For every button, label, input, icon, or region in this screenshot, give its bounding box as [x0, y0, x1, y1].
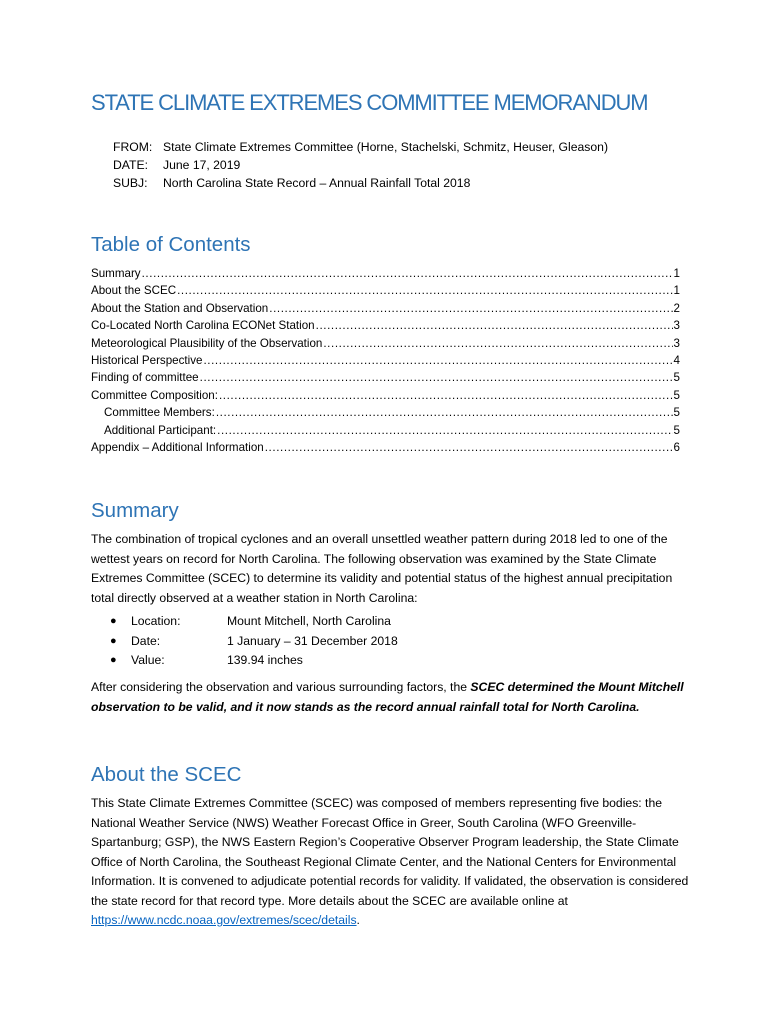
memo-value: State Climate Extremes Committee (Horne, Stachelski, Schmitz, Heuser, Gleason)	[163, 140, 608, 154]
memo-subj-row	[113, 174, 608, 192]
observation-details-list	[110, 612, 398, 671]
summary-heading: Summary	[91, 499, 179, 522]
detail-value: Mount Mitchell, North Carolina	[227, 614, 391, 628]
memo-key: FROM:	[113, 140, 153, 154]
toc-leader	[142, 265, 673, 282]
list-item	[110, 612, 398, 632]
toc-leader	[217, 422, 672, 439]
toc-leader	[219, 387, 673, 404]
toc-entry[interactable]	[91, 335, 680, 352]
memo-key: DATE:	[113, 158, 148, 172]
toc-label[interactable]: Co-Located North Carolina ECONet Station	[91, 319, 315, 333]
toc-page-number[interactable]: 1	[673, 267, 680, 280]
memo-value: June 17, 2019	[163, 158, 241, 172]
toc-page-number[interactable]: 6	[673, 441, 680, 455]
toc-entry[interactable]	[91, 300, 680, 317]
toc-subentry[interactable]	[91, 422, 680, 439]
toc-entry[interactable]	[91, 369, 680, 386]
toc-leader	[265, 439, 673, 456]
toc-label[interactable]: Summary	[91, 267, 141, 280]
toc-entry[interactable]	[91, 439, 680, 456]
toc-entry[interactable]	[91, 387, 680, 404]
toc-page-number[interactable]: 4	[673, 354, 680, 368]
memo-value: North Carolina State Record – Annual Rainfall Total 2018	[163, 176, 471, 190]
toc-label[interactable]: Committee Composition:	[91, 388, 218, 402]
toc-page-number[interactable]: 3	[673, 336, 680, 350]
detail-value: 1 January – 31 December 2018	[227, 633, 398, 648]
scec-details-link[interactable]: https://www.ncdc.noaa.gov/extremes/scec/details	[91, 913, 357, 927]
toc-page-number[interactable]: 5	[673, 423, 680, 437]
toc-entry[interactable]	[91, 282, 680, 299]
toc-label[interactable]: Meteorological Plausibility of the Observation	[91, 336, 323, 350]
toc-subentry[interactable]	[91, 404, 680, 421]
table-of-contents	[91, 265, 680, 456]
toc-label[interactable]: Committee Members:	[104, 406, 215, 420]
toc-page-number[interactable]: 5	[673, 371, 680, 385]
bullet-icon: ●	[110, 615, 117, 627]
toc-leader	[203, 352, 672, 369]
toc-leader	[269, 300, 672, 317]
toc-page-number[interactable]: 5	[673, 406, 680, 420]
toc-page-number[interactable]: 2	[673, 301, 680, 315]
about-text	[91, 794, 691, 931]
toc-label[interactable]: About the Station and Observation	[91, 301, 269, 315]
page-title: STATE CLIMATE EXTREMES COMMITTEE MEMORANDUM	[91, 90, 648, 115]
toc-entry[interactable]	[91, 352, 680, 369]
detail-key: Value:	[131, 653, 165, 667]
toc-label[interactable]: About the SCEC	[91, 284, 177, 298]
toc-heading: Table of Contents	[91, 233, 251, 256]
toc-label[interactable]: Historical Perspective	[91, 354, 203, 368]
list-item	[110, 632, 398, 652]
summary-conclusion	[91, 678, 691, 717]
toc-leader	[200, 369, 673, 386]
detail-key: Location:	[131, 614, 181, 628]
conclusion-lead: After considering the observation and various surrounding factors, the	[91, 680, 471, 694]
toc-label[interactable]: Additional Participant:	[104, 423, 217, 437]
memo-key: SUBJ:	[113, 176, 148, 190]
toc-label[interactable]: Finding of committee	[91, 371, 199, 385]
toc-label[interactable]: Appendix – Additional Information	[91, 441, 264, 455]
toc-entry[interactable]	[91, 317, 680, 334]
about-heading: About the SCEC	[91, 763, 242, 786]
toc-leader	[323, 335, 672, 352]
about-end: .	[356, 913, 360, 927]
toc-leader	[216, 404, 673, 421]
summary-intro: The combination of tropical cyclones and an overall unsettled weather pattern during 2018 led to one of the wettest years on record for North Carolina. The following observation was examined by the State Climate Extremes Committee (SCEC) to determine its validity and potential status of the highest annual precipitation total directly observed at a weather station in North Carolina:	[91, 532, 673, 605]
conclusion-finding: SCEC determined the Mount Mitchell observation to be valid, and it now stands as the record annual rainfall total for North Carolina.	[91, 680, 684, 714]
list-item	[110, 651, 398, 671]
toc-entry[interactable]	[91, 265, 680, 282]
about-body: This State Climate Extremes Committee (SCEC) was composed of members representing five bodies: the National Weather Service (NWS) Weather Forecast Office in Greer, South Carolina (WFO Greenville-Spartanburg; GSP), the NWS Eastern Region’s Cooperative Observer Program leadership, the State Climate Office of North Carolina, the Southeast Regional Climate Center, and the National Centers for Environmental Information. It is convened to adjudicate potential records for validity. If validated, the observation is considered the state record for that record type. More details about the SCEC are available online at	[91, 796, 689, 908]
memo-header	[113, 138, 608, 192]
toc-leader	[316, 317, 673, 334]
toc-page-number[interactable]: 5	[673, 388, 680, 402]
memo-from-row	[113, 138, 608, 156]
toc-page-number[interactable]: 1	[673, 284, 680, 298]
bullet-icon: ●	[110, 634, 117, 647]
toc-leader	[177, 282, 672, 299]
detail-value: 139.94 inches	[227, 653, 303, 667]
bullet-icon: ●	[110, 654, 117, 666]
toc-page-number[interactable]: 3	[673, 319, 680, 333]
detail-key: Date:	[131, 633, 161, 648]
memo-date-row	[113, 156, 608, 174]
